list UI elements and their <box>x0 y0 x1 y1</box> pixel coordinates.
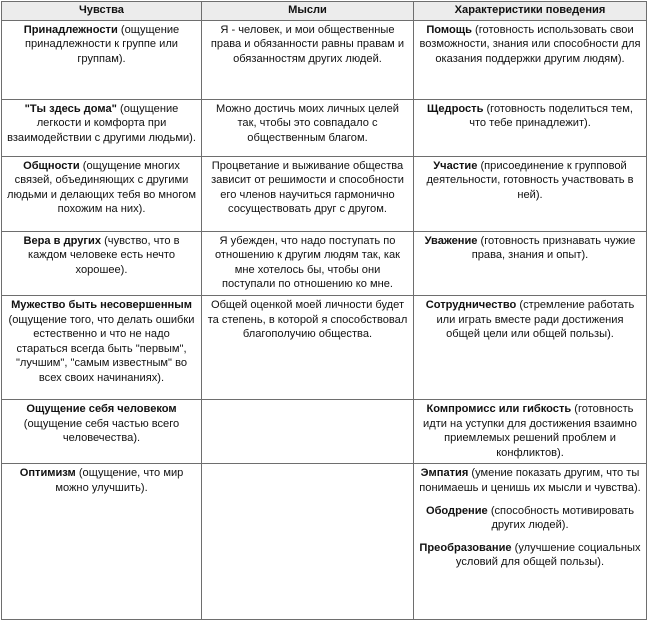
behavior-desc: (присоединение к групповой деятельности, готовность участвовать в ней). <box>426 159 634 201</box>
behavior-term: Участие <box>433 159 478 172</box>
thought-cell <box>202 464 414 620</box>
header-thoughts: Мысли <box>202 2 414 21</box>
table-container <box>1 1 648 620</box>
feeling-desc: (ощущение себя частью всего человечества). <box>23 417 180 445</box>
feeling-term: Принадлежности <box>23 23 118 36</box>
behavior-desc: (улучшение социальных условий для общей пользы). <box>455 541 641 569</box>
behavior-desc: (способность мотивировать других людей). <box>487 504 635 532</box>
table-row <box>2 399 647 463</box>
feeling-cell <box>2 99 202 156</box>
table-row <box>2 231 647 295</box>
behavior-term: Щедрость <box>427 102 484 115</box>
behavior-desc: (готовность использовать свои возможности, знания или способности для оказания поддержки другим людям). <box>419 23 641 65</box>
feeling-cell <box>2 295 202 399</box>
behavior-cell <box>414 464 647 620</box>
behavior-term: Преобразование <box>419 541 512 554</box>
feeling-term: Ощущение себя человеком <box>26 402 177 415</box>
behavior-desc: (готовность поделиться тем, что тебе принадлежит). <box>469 102 633 130</box>
table-row <box>2 295 647 399</box>
behavior-desc: (готовность признавать чужие права, знания и опыт). <box>471 234 636 262</box>
behavior-desc: (стремление работать или играть вместе ради достижения общей цели или общей пользы). <box>436 298 635 341</box>
spacer <box>419 496 641 504</box>
thought-cell: Процветание и выживание общества зависит от решимости и способности его членов научиться гармонично сосуществовать друг с другом. <box>202 156 414 231</box>
feeling-term: Общности <box>23 159 80 172</box>
feeling-desc: (ощущение, что мир можно улучшить). <box>55 467 184 494</box>
behavior-cell <box>414 231 647 295</box>
behavior-cell <box>414 156 647 231</box>
thought-cell <box>202 399 414 463</box>
feeling-cell <box>2 156 202 231</box>
feeling-term: Вера в других <box>23 234 102 247</box>
header-feelings: Чувства <box>2 2 202 21</box>
feeling-term: "Ты здесь дома" <box>24 102 117 115</box>
behavior-term: Ободрение <box>425 504 488 517</box>
thought-cell: Я убежден, что надо поступать по отношению к другим людям так, как мне хотелось бы, чтобы они поступали по отношению ко мне. <box>202 231 414 295</box>
feeling-cell <box>2 399 202 463</box>
feeling-desc: (ощущение того, что делать ошибки естественно и что не надо стараться всегда быть "первым", "лучшим", "самым известным" во всех своих начинаниях). <box>8 313 195 384</box>
behavior-item <box>419 466 641 495</box>
feeling-desc: (ощущение принадлежности к группе или группам). <box>25 23 180 65</box>
feeling-term: Мужество быть несовершенным <box>11 298 192 311</box>
behavior-desc: (умение показать другим, что ты понимаешь и ценишь их мысли и чувства). <box>419 467 641 494</box>
behavior-term: Сотрудничество <box>425 298 517 311</box>
feeling-cell <box>2 20 202 99</box>
behavior-desc: (готовность идти на уступки для достижения взаимно приемлемых решений проблем и конфликтов). <box>423 402 637 459</box>
table-row <box>2 99 647 156</box>
behavior-cell <box>414 295 647 399</box>
thought-cell: Общей оценкой моей личности будет та степень, в которой я способствовал благополучию общества. <box>202 295 414 399</box>
feeling-desc: (ощущение многих связей, объединяющих с другими людьми и делающих тебя во многом похожим на них). <box>7 159 196 216</box>
behavior-term: Уважение <box>424 234 478 247</box>
behavior-cell <box>414 99 647 156</box>
feeling-desc: (ощущение легкости и комфорта при взаимодействии с другими людьми). <box>7 102 196 144</box>
table-row <box>2 464 647 620</box>
social-interest-table <box>1 1 647 620</box>
header-row <box>2 2 647 21</box>
behavior-term: Помощь <box>426 23 472 36</box>
behavior-cell <box>414 20 647 99</box>
behavior-term: Компромисс или гибкость <box>426 402 572 415</box>
behavior-cell <box>414 399 647 463</box>
feeling-cell <box>2 464 202 620</box>
feeling-desc: (чувство, что в каждом человеке есть нечто хорошее). <box>27 234 180 276</box>
table-row <box>2 20 647 99</box>
behavior-term: Эмпатия <box>420 467 469 480</box>
spacer <box>419 533 641 541</box>
behavior-item <box>419 504 641 533</box>
header-behavior: Характеристики поведения <box>414 2 647 21</box>
table-row <box>2 156 647 231</box>
feeling-cell <box>2 231 202 295</box>
thought-cell: Я - человек, и мои общественные права и обязанности равны правам и обязанностям других людей. <box>202 20 414 99</box>
behavior-item <box>419 541 641 570</box>
thought-cell: Можно достичь моих личных целей так, чтобы это совпадало с общественным благом. <box>202 99 414 156</box>
feeling-term: Оптимизм <box>19 467 76 480</box>
